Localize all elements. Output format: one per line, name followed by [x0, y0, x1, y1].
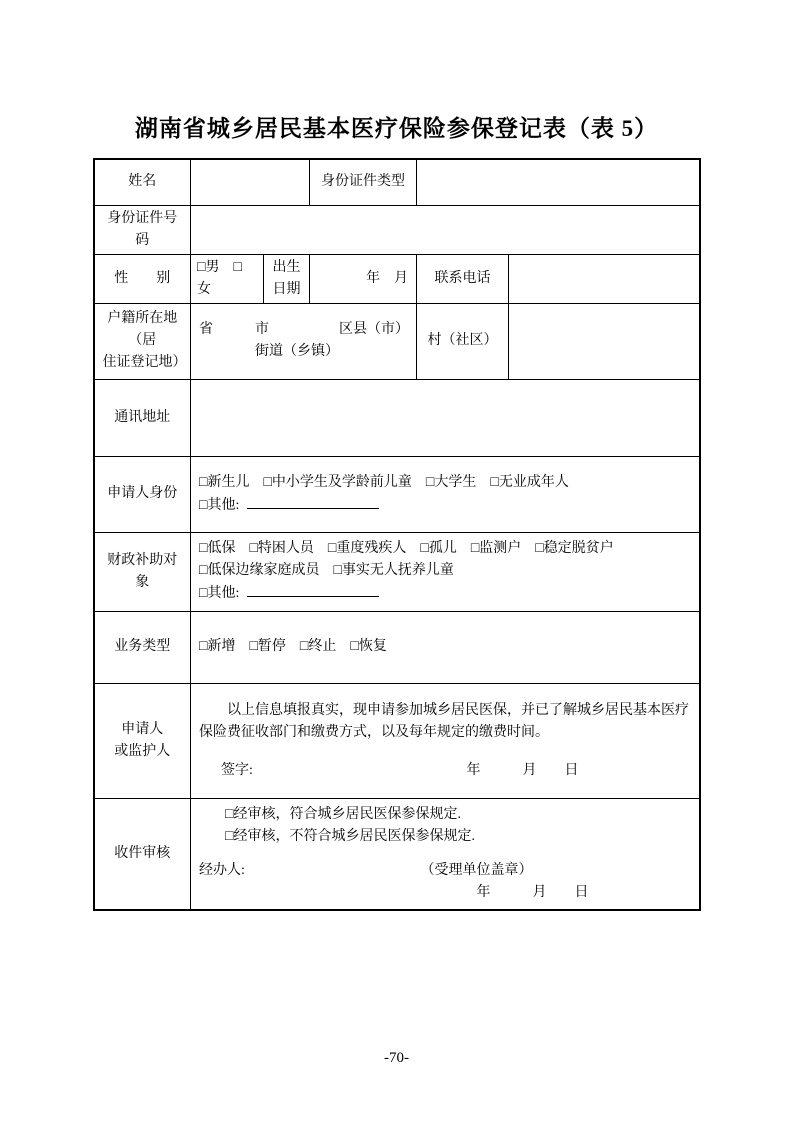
name-label: 姓名 [94, 159, 191, 205]
row-id-number [94, 205, 700, 254]
registration-form-table [93, 158, 701, 911]
handler-label: 经办人: [199, 862, 245, 878]
subsidy-options-cell [191, 532, 700, 611]
identity-options-line: □新生儿 □中小学生及学龄前儿童 □大学生 □无业成年人 [199, 474, 569, 490]
row-applicant-declaration [94, 683, 700, 798]
subsidy-other-checkbox-label: □其他: [199, 586, 243, 601]
signature-date-fields: 年 月 日 [466, 762, 579, 778]
row-business-type [94, 611, 700, 683]
birth-label-line1: 出生 [272, 259, 301, 275]
signature-row [199, 760, 691, 782]
birth-date-label [264, 254, 310, 303]
subsidy-target-label: 财政补助对象 [94, 532, 191, 611]
business-type-label: 业务类型 [94, 611, 191, 683]
declaration-statement: 以上信息填报真实，现申请参加城乡居民医保，并已了解城乡居民基本医疗保险费征收部门和缴费方式，以及每年规定的缴费时间。 [199, 702, 689, 740]
applicant-label-line1: 申请人 [121, 721, 164, 737]
page-title: 湖南省城乡居民基本医疗保险参保登记表（表 5） [134, 116, 659, 141]
row-mailing-address [94, 379, 700, 456]
review-option-fail: □经审核，不符合城乡居民医保参保规定. [225, 828, 475, 844]
subsidy-other-line [199, 582, 691, 605]
phone-label: 联系电话 [417, 254, 509, 303]
subsidy-other-fill-line [247, 582, 379, 597]
row-gender-birth-phone [94, 254, 700, 303]
review-date-fields: 年 月 日 [476, 884, 589, 900]
residence-label [94, 303, 191, 379]
receipt-review-cell [191, 798, 700, 910]
identity-other-checkbox-label: □其他: [199, 497, 243, 513]
subsidy-options-line2: □低保边缘家庭成员 □事实无人抚养儿童 [199, 563, 454, 578]
identity-other-line [199, 494, 691, 517]
identity-other-fill-line [247, 494, 379, 509]
mailing-address-value-cell [191, 379, 700, 456]
row-subsidy-target [94, 532, 700, 611]
village-value-cell [509, 303, 700, 379]
handler-row [199, 860, 691, 882]
applicant-guardian-label [94, 683, 191, 798]
seal-label: （受理单位盖章） [420, 862, 533, 878]
residence-value-cell [191, 303, 417, 379]
id-type-label: 身份证件类型 [310, 159, 417, 205]
id-number-label: 身份证件号码 [94, 205, 191, 254]
applicant-identity-label: 申请人身份 [94, 456, 191, 532]
row-receipt-review [94, 798, 700, 910]
gender-label: 性 别 [94, 254, 191, 303]
id-type-value-cell [417, 159, 700, 205]
receipt-review-label: 收件审核 [94, 798, 191, 910]
gender-options: □男 □女 [191, 254, 264, 303]
subsidy-options-line1: □低保 □特困人员 □重度残疾人 □孤儿 □监测户 □稳定脱贫户 [199, 541, 614, 556]
row-residence [94, 303, 700, 379]
row-applicant-identity [94, 456, 700, 532]
row-name [94, 159, 700, 205]
residence-street-line: 街道（乡镇） [199, 344, 339, 359]
residence-label-line1: 户籍所在地（居 [107, 311, 178, 348]
page-number: -70- [384, 1050, 409, 1066]
mailing-address-label: 通讯地址 [94, 379, 191, 456]
signature-label: 签字: [221, 762, 253, 778]
birth-date-value-cell: 年 月 [310, 254, 417, 303]
phone-value-cell [509, 254, 700, 303]
review-option-pass: □经审核，符合城乡居民医保参保规定. [225, 806, 461, 822]
id-number-value-cell [191, 205, 700, 254]
declaration-cell [191, 683, 700, 798]
name-value-cell [191, 159, 310, 205]
village-label: 村（社区） [417, 303, 509, 379]
business-type-options-cell: □新增 □暂停 □终止 □恢复 [191, 611, 700, 683]
residence-label-line2: 住证登记地） [102, 355, 187, 370]
applicant-label-line2: 或监护人 [114, 743, 171, 759]
birth-label-line2: 日期 [272, 281, 301, 297]
applicant-identity-options-cell [191, 456, 700, 532]
residence-province-city-line: 省 市 区县（市） [199, 322, 409, 337]
